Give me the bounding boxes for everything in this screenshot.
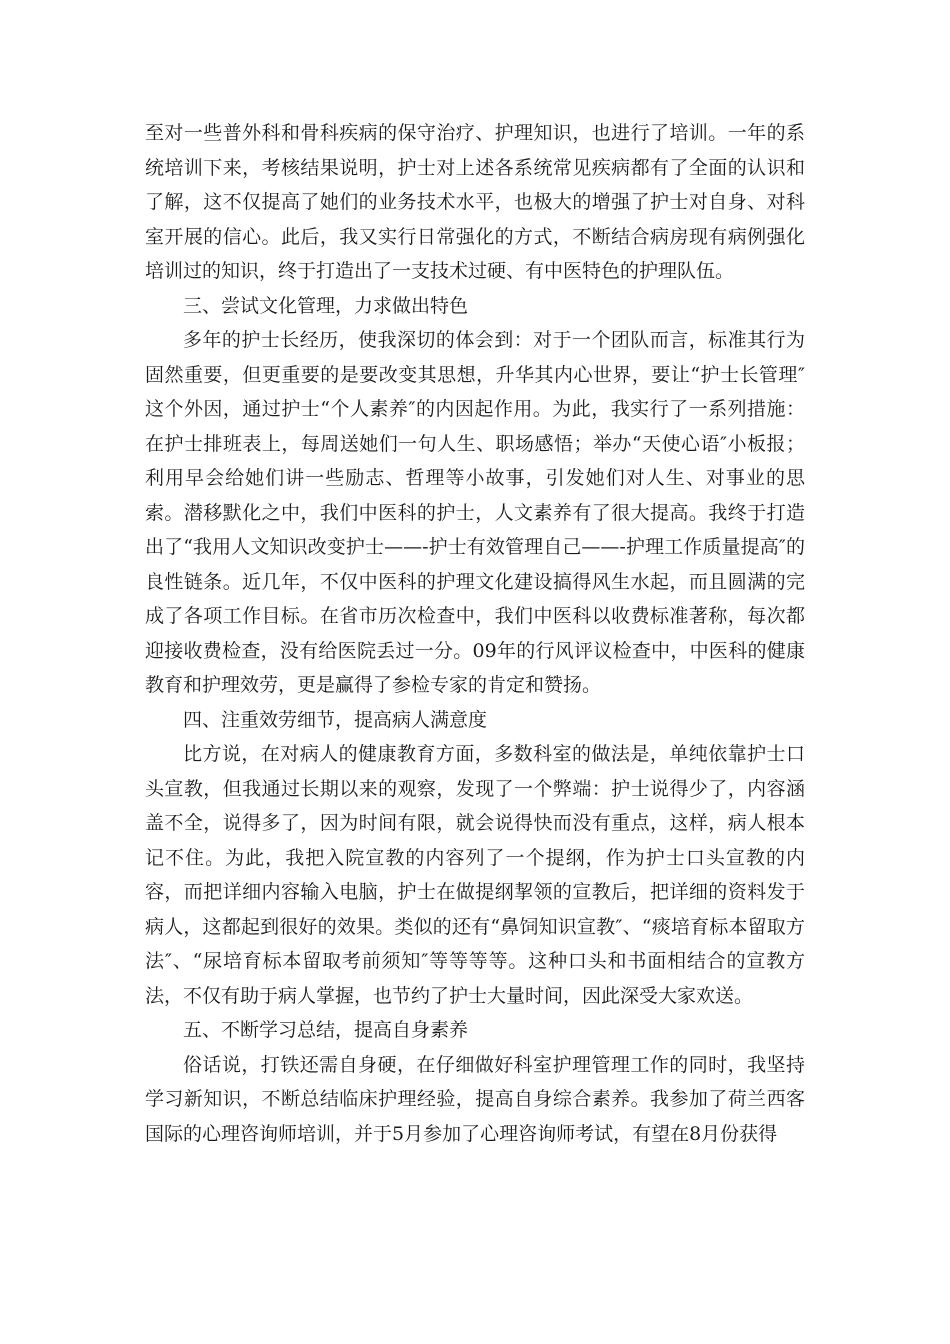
section-heading-five: 五、不断学习总结，提高自身素养 — [183, 1019, 469, 1041]
paragraph-training-summary: 至对一些普外科和骨科疾病的保守治疗、护理知识，也进行了培训。一年的系统培训下来，考核结果说明，护士对上述各系统常见疾病都有了全面的认识和了解，这不仅提高了她们的业务技术水平，也极大的增强了护士对自身、对科室开展的信心。此后，我又实行日常强化的方式，不断结合病房现有病例强化培训过的知识，终于打造出了一支技术过硬、有中医特色的护理队伍。 — [145, 122, 805, 282]
section-heading-three: 三、尝试文化管理，力求做出特色 — [183, 294, 469, 317]
paragraph-culture-management: 多年的护士长经历，使我深切的体会到：对于一个团队而言，标准其行为固然重要，但更重要的是要改变其思想，升华其内心世界，要让“护士长管理″这个外因，通过护士“个人素养″的内因起作用。为此，我实行了一系列措施：在护士排班表上，每周送她们一句人生、职场感悟；举办“天使心语″小板报；利用早会给她们讲一些励志、哲理等小故事，引发她们对人生、对事业的思索。潜移默化之中，我们中医科的护士，人文素养有了很大提高。我终于打造出了“我用人文知识改变护士——-护士有效管理自己——-护理工作质量提高″的良性链条。近几年，不仅中医科的护理文化建设搞得风生水起，而且圆满的完成了各项工作目标。在省市历次检查中，我们中医科以收费标准著称，每次都迎接收费检查，没有给医院丢过一分。09年的行风评议检查中，中医科的健康教育和护理效劳，更是赢得了参检专家的肯定和赞扬。 — [145, 329, 805, 696]
section-heading-four: 四、注重效劳细节，提高病人满意度 — [183, 708, 488, 731]
document-page — [145, 116, 805, 1151]
paragraph-service-details: 比方说，在对病人的健康教育方面，多数科室的做法是，单纯依靠护士口头宣教，但我通过长期以来的观察，发现了一个弊端：护士说得少了，内容涵盖不全，说得多了，因为时间有限，就会说得快而没有重点，这样，病人根本记不住。为此，我把入院宣教的内容列了一个提纲，作为护士口头宣教的内容，而把详细内容输入电脑，护士在做提纲挈领的宣教后，把详细的资料发于病人，这都起到很好的效果。类似的还有“鼻饲知识宣教″、“痰培育标本留取方法″、“尿培育标本留取考前须知″等等等等。这种口头和书面相结合的宣教方法，不仅有助于病人掌握，也节约了护士大量时间，因此深受大家欢送。 — [145, 743, 805, 1007]
paragraph-self-improvement: 俗话说，打铁还需自身硬，在仔细做好科室护理管理工作的同时，我坚持学习新知识，不断总结临床护理经验，提高自身综合素养。我参加了荷兰西客国际的心理咨询师培训，并于5月参加了心理咨询师考试，有望在8月份获得 — [145, 1053, 805, 1145]
